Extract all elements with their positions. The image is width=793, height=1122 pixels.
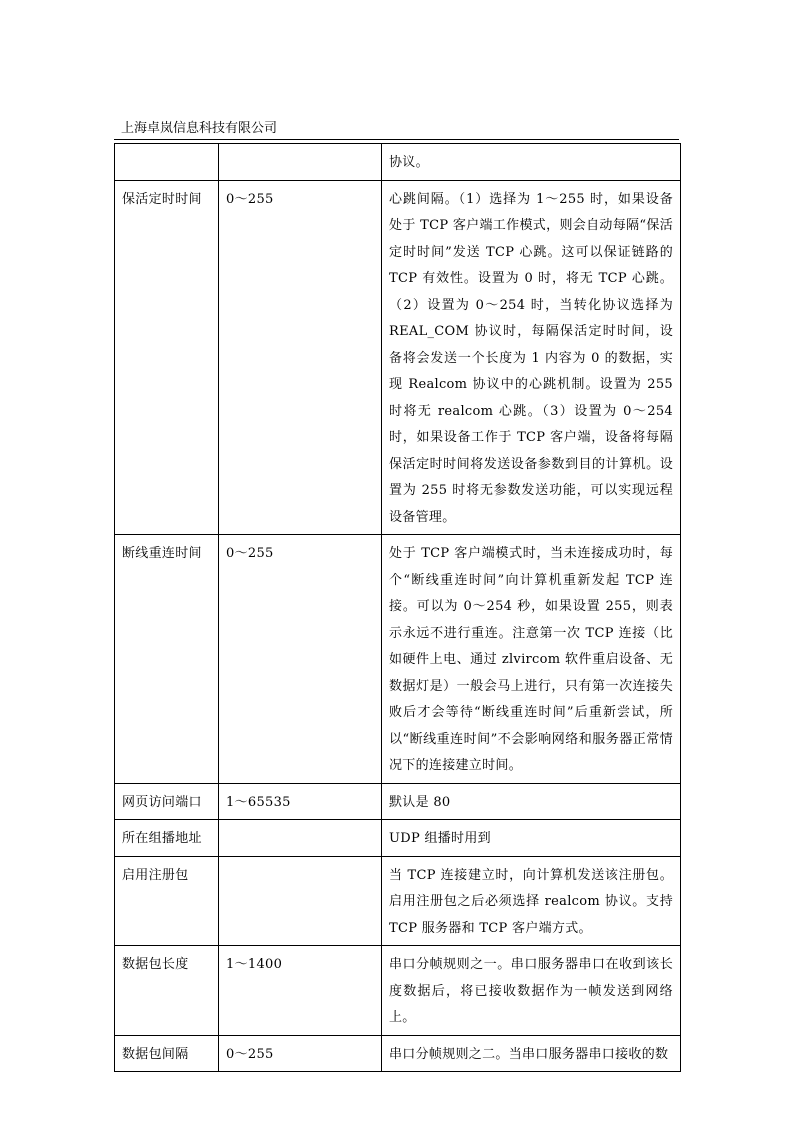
- param-range-cell: 0～255: [219, 1035, 382, 1072]
- param-name-cell: 断线重连时间: [115, 535, 219, 784]
- param-range-cell: [219, 856, 382, 946]
- param-name-cell: 网页访问端口: [115, 783, 219, 820]
- param-desc-cell: UDP 组播时用到: [382, 820, 681, 857]
- param-range-cell: 0～255: [219, 535, 382, 784]
- table-row: [115, 820, 681, 857]
- param-name-cell: 数据包间隔: [115, 1035, 219, 1072]
- param-name-cell: 数据包长度: [115, 946, 219, 1036]
- param-name-cell: 保活定时时间: [115, 180, 219, 535]
- table-row: [115, 180, 681, 535]
- param-desc-cell: 处于 TCP 客户端模式时，当未连接成功时，每个“断线重连时间”向计算机重新发起 TCP 连接。可以为 0～254 秒，如果设置 255，则表示永远不进行重连。注意第一次 TCP 连接（比如硬件上电、通过 zlvircom 软件重启设备、无数据灯是）一般会马上进行，只有第一次连接失败后才会等待“断线重连时间”后重新尝试，所以“断线重连时间”不会影响网络和服务器正常情况下的连接建立时间。: [382, 535, 681, 784]
- param-name-cell: [115, 144, 219, 181]
- param-desc-cell: 串口分帧规则之一。串口服务器串口在收到该长度数据后，将已接收数据作为一帧发送到网络上。: [382, 946, 681, 1036]
- table-row: [115, 1035, 681, 1072]
- param-range-cell: 1～1400: [219, 946, 382, 1036]
- table-row: [115, 144, 681, 181]
- table-row: [115, 856, 681, 946]
- param-desc-cell: 默认是 80: [382, 783, 681, 820]
- param-desc-cell: 协议。: [382, 144, 681, 181]
- parameter-table: [114, 143, 681, 1072]
- param-desc-cell: 串口分帧规则之二。当串口服务器串口接收的数: [382, 1035, 681, 1072]
- param-range-cell: 1～65535: [219, 783, 382, 820]
- table-row: [115, 946, 681, 1036]
- document-header: 上海卓岚信息科技有限公司: [121, 121, 278, 136]
- param-range-cell: [219, 144, 382, 181]
- param-name-cell: 启用注册包: [115, 856, 219, 946]
- param-range-cell: 0～255: [219, 180, 382, 535]
- table-row: [115, 783, 681, 820]
- header-rule: [114, 139, 679, 140]
- param-desc-cell: 心跳间隔。（1）选择为 1～255 时，如果设备处于 TCP 客户端工作模式，则会自动每隔“保活定时时间”发送 TCP 心跳。这可以保证链路的 TCP 有效性。设置为 0 时，将无 TCP 心跳。（2）设置为 0～254 时，当转化协议选择为 REAL_COM 协议时，每隔保活定时时间，设备将会发送一个长度为 1 内容为 0 的数据，实现 Realcom 协议中的心跳机制。设置为 255 时将无 realcom 心跳。（3）设置为 0～254 时，如果设备工作于 TCP 客户端，设备将每隔保活定时时间将发送设备参数到目的计算机。设置为 255 时将无参数发送功能，可以实现远程设备管理。: [382, 180, 681, 535]
- param-desc-cell: 当 TCP 连接建立时，向计算机发送该注册包。启用注册包之后必须选择 realcom 协议。支持 TCP 服务器和 TCP 客户端方式。: [382, 856, 681, 946]
- param-name-cell: 所在组播地址: [115, 820, 219, 857]
- param-range-cell: [219, 820, 382, 857]
- table-row: [115, 535, 681, 784]
